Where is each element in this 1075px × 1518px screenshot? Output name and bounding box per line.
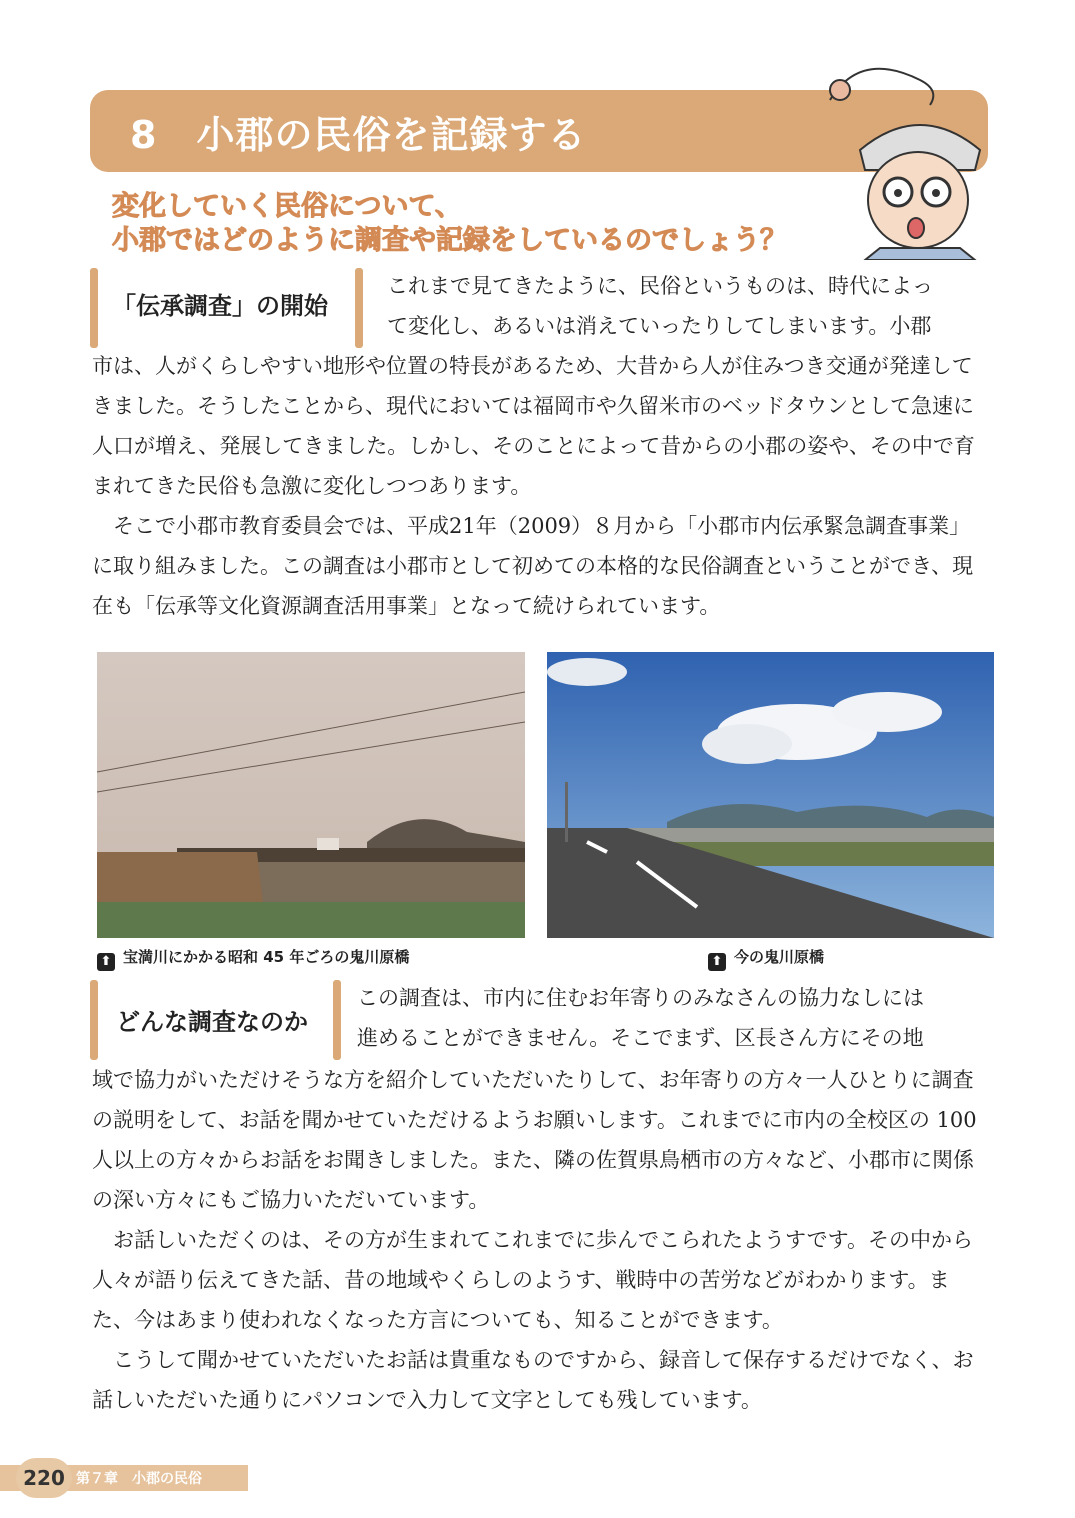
lead-line-1: 変化していく民俗について、 xyxy=(112,191,462,222)
section1-wrap-text xyxy=(387,266,987,346)
heading-bar-left xyxy=(90,268,98,348)
new-bridge-photo xyxy=(547,652,994,938)
section2-body xyxy=(92,1060,990,1420)
section-heading-1 xyxy=(90,268,370,348)
page-title: 8 小郡の民俗を記録する xyxy=(130,113,587,157)
new-bridge-caption-text: 今の鬼川原橋 xyxy=(734,948,825,966)
section-heading-1-label: 「伝承調査」の開始 xyxy=(112,292,328,320)
section2-wrap-line-1: この調査は、市内に住むお年寄りのみなさんの協力なしには xyxy=(357,986,924,1010)
lead-line-2: 小郡ではどのように調査や記録をしているのでしょう？ xyxy=(112,225,787,256)
section2-wrap-text xyxy=(357,978,989,1058)
section1-wrap-line-1: これまで見てきたように、民俗というものは、時代によっ xyxy=(387,274,933,298)
chapter-label: 第７章 小郡の民俗 xyxy=(76,1471,202,1487)
section1-wrap-line-2: て変化し、あるいは消えていったりしてしまいます。小郡 xyxy=(387,314,932,338)
section1-paragraph-2: そこで小郡市教育委員会では、平成21年（2009）８月から「小郡市内伝承緊急調査事業」に取り組みました。この調査は小郡市として初めての本格的な民俗調査ということができ、現在も「伝承等文化資源調査活用事業」となって続けられています。 xyxy=(92,514,974,618)
section2-paragraph-2: お話しいただくのは、その方が生まれてこれまでに歩んでこられたようすです。その中から人々が語り伝えてきた話、昔の地域やくらしのようす、戦時中の苦労などがわかります。また、今はあまり使われなくなった方言についても、知ることができます。 xyxy=(92,1228,973,1332)
up-arrow-icon: ⬆ xyxy=(97,953,115,971)
section2-paragraph-1: 域で協力がいただけそうな方を紹介していただいたりして、お年寄りの方々一人ひとりに調査の説明をして、お話を聞かせていただけるようお願いします。これまでに市内の全校区の 100 人以上の方々からお話をお聞きしました。また、隣の佐賀県鳥栖市の方々など、小郡市に関係の深い方々にもご協力いただいています。 xyxy=(92,1068,977,1212)
old-bridge-caption xyxy=(97,946,409,971)
mascot-illustration xyxy=(800,60,1000,260)
section-heading-2-label: どんな調査なのか xyxy=(116,1008,308,1036)
section1-paragraph-1: 市は、人がくらしやすい地形や位置の特長があるため、大昔から人が住みつき交通が発達してきました。そうしたことから、現代においては福岡市や久留米市のベッドタウンとして急速に人口が増え、発展してきました。しかし、そのことによって昔からの小郡の姿や、その中で育まれてきた民俗も急激に変化しつつあります。 xyxy=(92,354,975,498)
old-bridge-photo xyxy=(97,652,525,938)
section1-body xyxy=(92,346,990,626)
lead-question xyxy=(112,190,787,258)
heading-bar-right xyxy=(333,980,341,1060)
new-bridge-caption xyxy=(708,946,824,971)
old-bridge-caption-text: 宝満川にかかる昭和 45 年ごろの鬼川原橋 xyxy=(123,948,410,966)
heading-bar-left xyxy=(90,980,98,1060)
section-heading-2 xyxy=(90,980,350,1060)
up-arrow-icon: ⬆ xyxy=(708,953,726,971)
section2-paragraph-3: こうして聞かせていただいたお話は貴重なものですから、録音して保存するだけでなく、お話しいただいた通りにパソコンで入力して文字としても残しています。 xyxy=(92,1348,974,1412)
heading-bar-right xyxy=(355,268,363,348)
section2-wrap-line-2: 進めることができません。そこでまず、区長さん方にその地 xyxy=(357,1026,924,1050)
page-number: 220 xyxy=(16,1458,72,1498)
